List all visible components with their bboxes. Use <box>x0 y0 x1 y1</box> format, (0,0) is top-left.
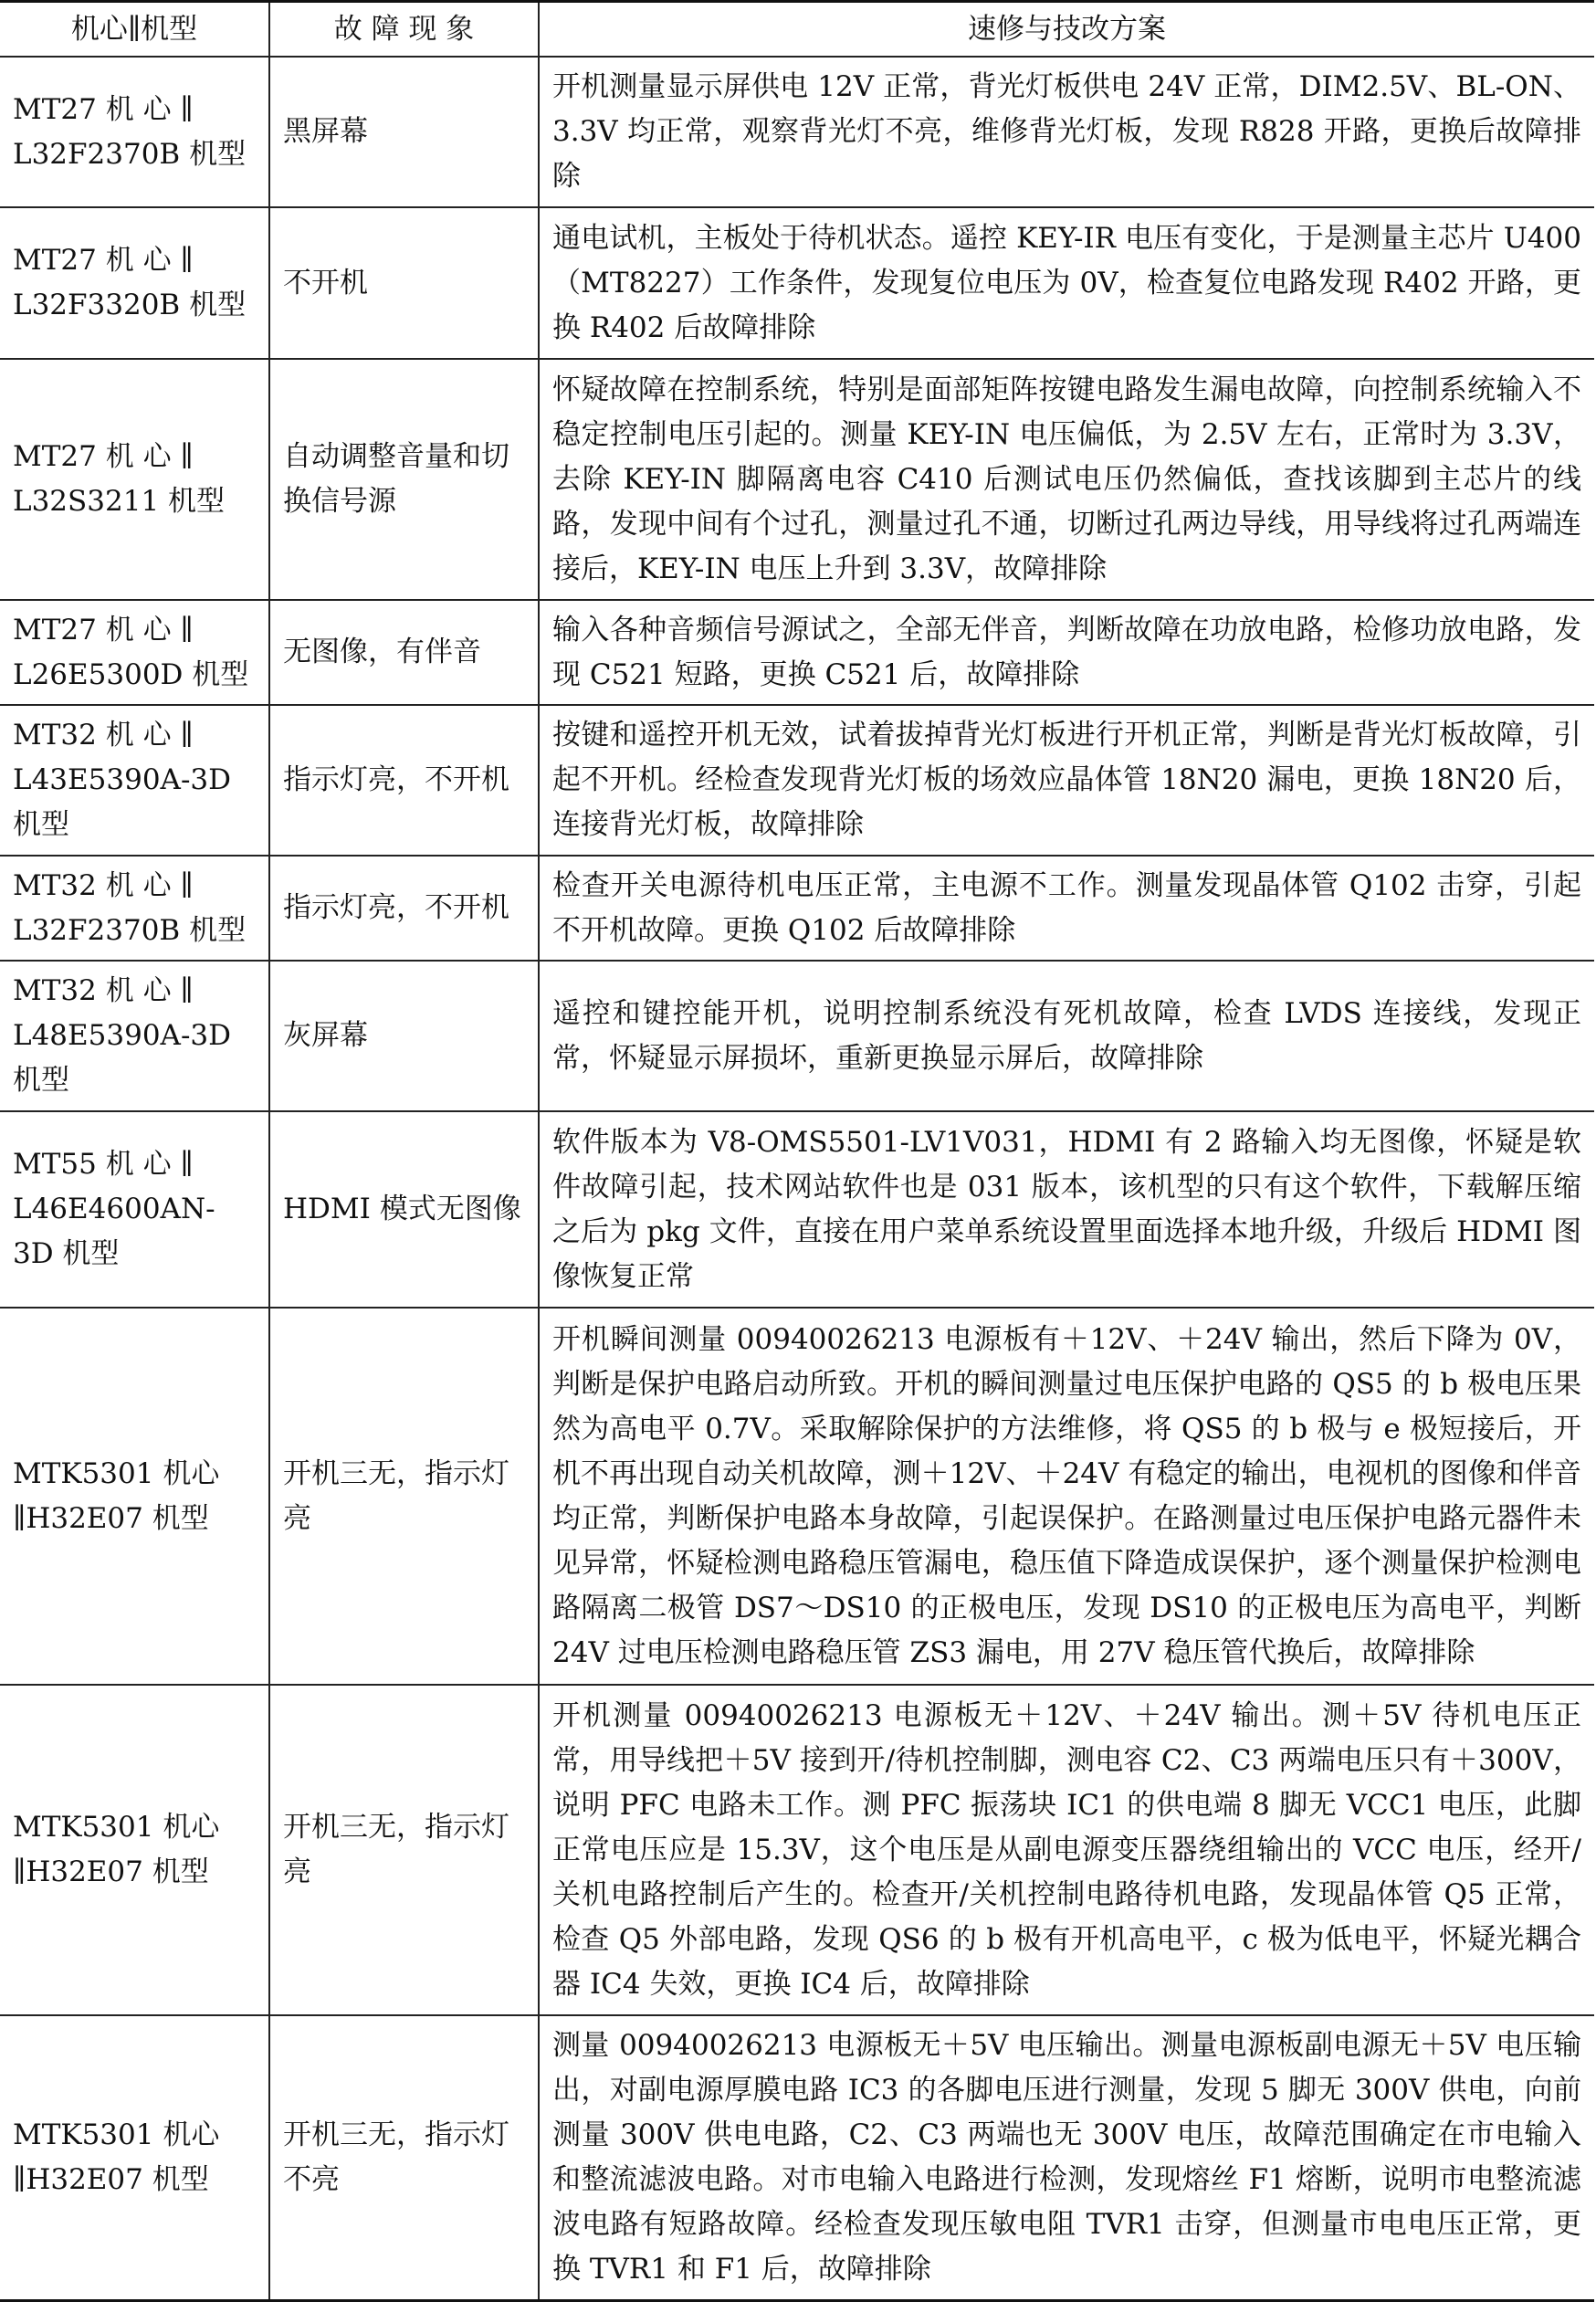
solution-cell: 怀疑故障在控制系统，特别是面部矩阵按键电路发生漏电故障，向控制系统输入不稳定控制电压引起的。测量 KEY-IN 电压偏低，为 2.5V 左右，正常时为 3.3V，去除 KEY-IN 脚隔离电容 C410 后测试电压仍然偏低，查找该脚到主芯片的线路，发现中间有个过孔，测量过孔不通，切断过孔两边导线，用导线将过孔两端连接后，KEY-IN 电压上升到 3.3V，故障排除 <box>539 359 1594 600</box>
header-symptom: 故 障 现 象 <box>269 2 539 58</box>
model-cell: MT32 机 心 ∥ L32F2370B 机型 <box>0 856 269 961</box>
symptom-cell: 开机三无，指示灯亮 <box>269 1685 539 2015</box>
table-header-row <box>0 2 1594 58</box>
symptom-cell: 开机三无，指示灯不亮 <box>269 2015 539 2300</box>
solution-cell: 输入各种音频信号源试之，全部无伴音，判断故障在功放电路，检修功放电路，发现 C521 短路，更换 C521 后，故障排除 <box>539 600 1594 705</box>
solution-cell: 按键和遥控开机无效，试着拔掉背光灯板进行开机正常，判断是背光灯板故障，引起不开机。经检查发现背光灯板的场效应晶体管 18N20 漏电，更换 18N20 后，连接背光灯板，故障排除 <box>539 705 1594 856</box>
symptom-cell: 灰屏幕 <box>269 961 539 1111</box>
table-row <box>0 705 1594 856</box>
symptom-cell: HDMI 模式无图像 <box>269 1111 539 1308</box>
table-row <box>0 359 1594 600</box>
symptom-cell: 无图像，有伴音 <box>269 600 539 705</box>
header-solution: 速修与技改方案 <box>539 2 1594 58</box>
table-row <box>0 57 1594 207</box>
solution-cell: 开机测量显示屏供电 12V 正常，背光灯板供电 24V 正常，DIM2.5V、BL-ON、3.3V 均正常，观察背光灯不亮，维修背光灯板，发现 R828 开路，更换后故障排除 <box>539 57 1594 207</box>
solution-cell: 通电试机，主板处于待机状态。遥控 KEY-IR 电压有变化，于是测量主芯片 U400（MT8227）工作条件，发现复位电压为 0V，检查复位电路发现 R402 开路，更换 R402 后故障排除 <box>539 207 1594 359</box>
model-cell: MT32 机 心 ∥ L48E5390A-3D 机型 <box>0 961 269 1111</box>
table-row <box>0 961 1594 1111</box>
symptom-cell: 黑屏幕 <box>269 57 539 207</box>
model-cell: MT55 机 心 ∥ L46E4600AN-3D 机型 <box>0 1111 269 1308</box>
table-row <box>0 2015 1594 2300</box>
symptom-cell: 开机三无，指示灯亮 <box>269 1308 539 1685</box>
solution-cell: 遥控和键控能开机，说明控制系统没有死机故障，检查 LVDS 连接线，发现正常，怀疑显示屏损坏，重新更换显示屏后，故障排除 <box>539 961 1594 1111</box>
model-cell: MTK5301 机心 ∥H32E07 机型 <box>0 2015 269 2300</box>
model-cell: MT27 机 心 ∥ L32F3320B 机型 <box>0 207 269 359</box>
table-row <box>0 856 1594 961</box>
symptom-cell: 指示灯亮，不开机 <box>269 705 539 856</box>
table-row <box>0 1111 1594 1308</box>
model-cell: MT32 机 心 ∥ L43E5390A-3D 机型 <box>0 705 269 856</box>
model-cell: MT27 机 心 ∥ L32S3211 机型 <box>0 359 269 600</box>
model-cell: MTK5301 机心 ∥H32E07 机型 <box>0 1685 269 2015</box>
header-model: 机心∥机型 <box>0 2 269 58</box>
table-row <box>0 1308 1594 1685</box>
table-row <box>0 207 1594 359</box>
table-row <box>0 600 1594 705</box>
model-cell: MTK5301 机心 ∥H32E07 机型 <box>0 1308 269 1685</box>
symptom-cell: 不开机 <box>269 207 539 359</box>
model-cell: MT27 机 心 ∥ L32F2370B 机型 <box>0 57 269 207</box>
model-cell: MT27 机 心 ∥ L26E5300D 机型 <box>0 600 269 705</box>
solution-cell: 软件版本为 V8-OMS5501-LV1V031，HDMI 有 2 路输入均无图像，怀疑是软件故障引起，技术网站软件也是 031 版本，该机型的只有这个软件，下载解压缩之后为 pkg 文件，直接在用户菜单系统设置里面选择本地升级，升级后 HDMI 图像恢复正常 <box>539 1111 1594 1308</box>
solution-cell: 检查开关电源待机电压正常，主电源不工作。测量发现晶体管 Q102 击穿，引起不开机故障。更换 Q102 后故障排除 <box>539 856 1594 961</box>
symptom-cell: 自动调整音量和切换信号源 <box>269 359 539 600</box>
symptom-cell: 指示灯亮，不开机 <box>269 856 539 961</box>
table-row <box>0 1685 1594 2015</box>
solution-cell: 测量 00940026213 电源板无＋5V 电压输出。测量电源板副电源无＋5V 电压输出，对副电源厚膜电路 IC3 的各脚电压进行测量，发现 5 脚无 300V 供电，向前测量 300V 供电电路，C2、C3 两端也无 300V 电压，故障范围确定在市电输入和整流滤波电路。对市电输入电路进行检测，发现熔丝 F1 熔断，说明市电整流滤波电路有短路故障。经检查发现压敏电阻 TVR1 击穿，但测量市电电压正常，更换 TVR1 和 F1 后，故障排除 <box>539 2015 1594 2300</box>
solution-cell: 开机测量 00940026213 电源板无＋12V、＋24V 输出。测＋5V 待机电压正常，用导线把＋5V 接到开/待机控制脚，测电容 C2、C3 两端电压只有＋300V，说明 PFC 电路未工作。测 PFC 振荡块 IC1 的供电端 8 脚无 VCC1 电压，此脚正常电压应是 15.3V，这个电压是从副电源变压器绕组输出的 VCC 电压，经开/关机电路控制后产生的。检查开/关机控制电路待机电路，发现晶体管 Q5 正常，检查 Q5 外部电路，发现 QS6 的 b 极有开机高电平，c 极为低电平，怀疑光耦合器 IC4 失效，更换 IC4 后，故障排除 <box>539 1685 1594 2015</box>
solution-cell: 开机瞬间测量 00940026213 电源板有＋12V、＋24V 输出，然后下降为 0V，判断是保护电路启动所致。开机的瞬间测量过电压保护电路的 QS5 的 b 极电压果然为高电平 0.7V。采取解除保护的方法维修，将 QS5 的 b 极与 e 极短接后，开机不再出现自动关机故障，测＋12V、＋24V 有稳定的输出，电视机的图像和伴音均正常，判断保护电路本身故障，引起误保护。在路测量过电压保护电路元器件未见异常，怀疑检测电路稳压管漏电，稳压值下降造成误保护，逐个测量保护检测电路隔离二极管 DS7～DS10 的正极电压，发现 DS10 的正极电压为高电平，判断 24V 过电压检测电路稳压管 ZS3 漏电，用 27V 稳压管代换后，故障排除 <box>539 1308 1594 1685</box>
